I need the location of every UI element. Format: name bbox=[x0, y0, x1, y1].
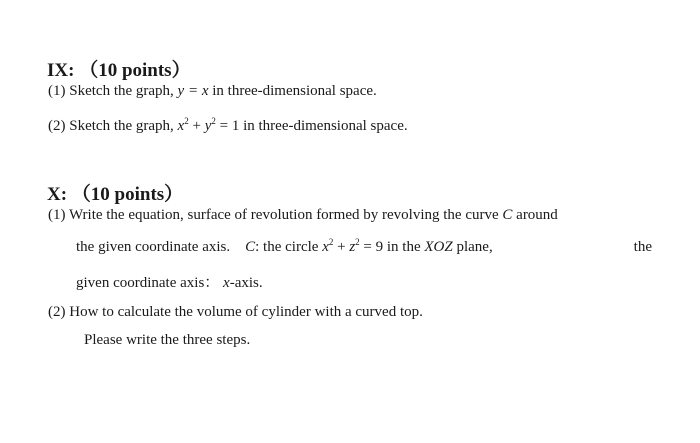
question-10-1-axis-suffix: -axis. bbox=[229, 275, 263, 291]
question-10-2-line-1: (2) How to calculate the volume of cylinder with a curved top. bbox=[48, 304, 423, 320]
question-10-1-line-2-end: the bbox=[633, 239, 652, 255]
question-9-1-suffix: in three-dimensional space. bbox=[212, 83, 377, 99]
question-10-1-curve-var: C bbox=[502, 207, 513, 223]
question-10-1-circle-label: : the circle bbox=[255, 239, 319, 255]
question-10-1-curve-var-2: C bbox=[245, 239, 256, 255]
question-10-1-equals: = 9 bbox=[363, 239, 384, 255]
question-10-1-line-3 bbox=[76, 271, 263, 292]
question-10-1-axis-var: x bbox=[223, 275, 230, 291]
question-10-1-exp-x: 2 bbox=[328, 237, 334, 247]
section-9-heading: IX: （10 points） bbox=[47, 60, 191, 81]
question-10-1-var-z: z bbox=[349, 239, 356, 255]
question-9-2-var-y: y bbox=[204, 118, 212, 134]
question-10-1-plane-name: XOZ bbox=[424, 239, 453, 255]
question-9-1-equation: y = x bbox=[177, 83, 209, 99]
question-9-2-suffix: in three-dimensional space. bbox=[243, 118, 408, 134]
question-10-1-line-1-text: (1) Write the equation, surface of revolution formed by revolving the curve bbox=[48, 207, 499, 223]
question-10-1-var-x: x bbox=[322, 239, 329, 255]
question-10-2-line-2: Please write the three steps. bbox=[84, 332, 251, 348]
question-10-1-exp-z: 2 bbox=[355, 237, 360, 247]
question-9-1-prefix: (1) Sketch the graph, bbox=[48, 83, 174, 99]
question-9-2-exp-y: 2 bbox=[211, 116, 216, 126]
question-10-1-axis-label: given coordinate axis： bbox=[76, 275, 220, 291]
question-10-1-line-2-text: the given coordinate axis. bbox=[76, 239, 231, 255]
question-10-1-plus: + bbox=[337, 239, 346, 255]
question-9-2-plus: + bbox=[192, 118, 201, 134]
question-9-2-equals: = 1 bbox=[219, 118, 240, 134]
section-10-heading: X: （10 points） bbox=[47, 184, 184, 205]
question-10-1-line-1-end: around bbox=[516, 207, 558, 223]
question-10-1-in-the: in the bbox=[386, 239, 421, 255]
question-9-1 bbox=[48, 83, 377, 100]
question-9-2-var-x: x bbox=[177, 118, 185, 134]
question-10-1-line-1 bbox=[48, 207, 558, 224]
question-9-2-prefix: (2) Sketch the graph, bbox=[48, 118, 174, 134]
question-10-1-line-2 bbox=[76, 239, 652, 256]
question-9-2 bbox=[48, 118, 408, 135]
question-10-1-plane-word: plane, bbox=[456, 239, 493, 255]
question-9-2-exp-x: 2 bbox=[184, 116, 189, 126]
